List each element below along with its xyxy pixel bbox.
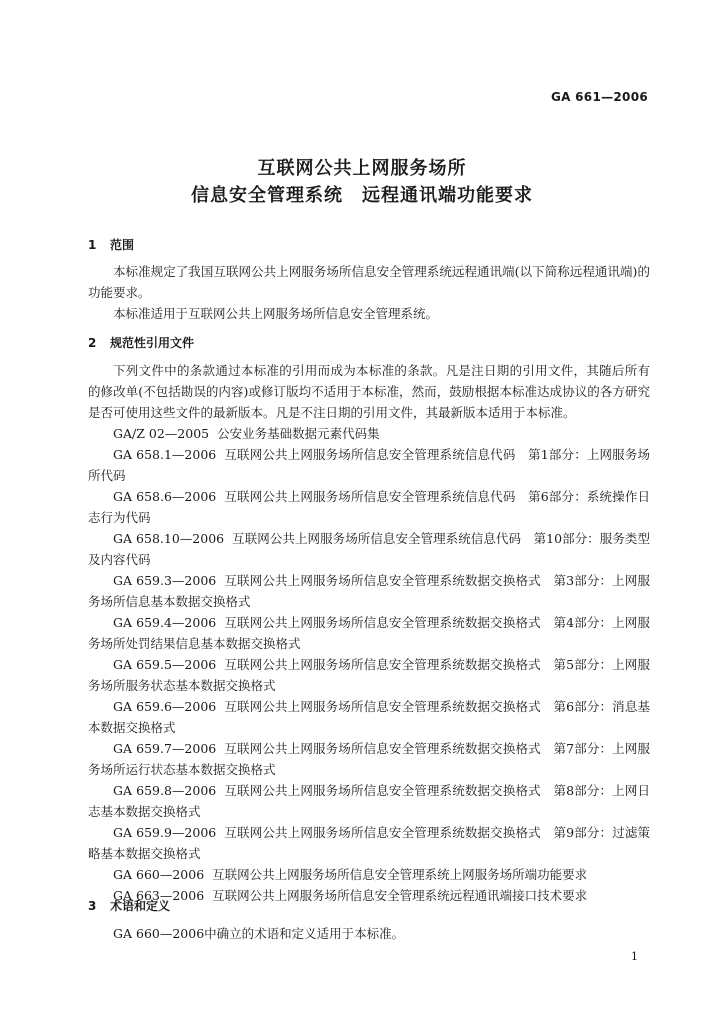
reference-title: 互联网公共上网服务场所信息安全管理系统数据交换格式 第5部分：上网服务场所服务状态基本数据交换格式 (88, 657, 650, 693)
reference-title: 互联网公共上网服务场所信息安全管理系统信息代码 第1部分：上网服务场所代码 (88, 447, 650, 483)
reference-code: GA 659.5—2006 (113, 657, 217, 672)
reference-item (88, 444, 650, 486)
section-number: 1 (88, 238, 97, 252)
reference-item (88, 864, 650, 885)
reference-title: 互联网公共上网服务场所信息安全管理系统数据交换格式 第7部分：上网服务场所运行状态基本数据交换格式 (88, 741, 650, 777)
section-2-heading (88, 334, 194, 351)
reference-code: GA 659.9—2006 (113, 825, 217, 840)
reference-item (88, 654, 650, 696)
reference-code: GA 659.3—2006 (113, 573, 217, 588)
paragraph: 本标准规定了我国互联网公共上网服务场所信息安全管理系统远程通讯端(以下简称远程通讯端)的功能要求。 (88, 264, 650, 300)
document-title-line2: 信息安全管理系统 远程通讯端功能要求 (191, 185, 533, 206)
section-3-heading (88, 897, 170, 914)
reference-title: 互联网公共上网服务场所信息安全管理系统信息代码 第6部分：系统操作日志行为代码 (88, 489, 650, 525)
section-1-body (88, 261, 650, 324)
paragraph: GA 660—2006中确立的术语和定义适用于本标准。 (113, 926, 405, 941)
reference-item (88, 780, 650, 822)
reference-code: GA 660—2006 (113, 867, 205, 882)
reference-item (88, 486, 650, 528)
reference-title: 互联网公共上网服务场所信息安全管理系统上网服务场所端功能要求 (212, 867, 588, 882)
reference-item (88, 822, 650, 864)
section-title: 术语和定义 (110, 899, 171, 913)
reference-item (88, 738, 650, 780)
reference-code: GA 659.7—2006 (113, 741, 217, 756)
reference-title: 互联网公共上网服务场所信息安全管理系统远程通讯端接口技术要求 (212, 888, 588, 903)
page-number: 1 (631, 950, 638, 963)
reference-item (88, 885, 650, 906)
reference-list (88, 423, 650, 906)
reference-code: GA 659.8—2006 (113, 783, 217, 798)
reference-item (88, 612, 650, 654)
reference-title: 互联网公共上网服务场所信息安全管理系统数据交换格式 第8部分：上网日志基本数据交换格式 (88, 783, 650, 819)
reference-code: GA 659.6—2006 (113, 699, 217, 714)
reference-item (88, 423, 650, 444)
reference-title: 互联网公共上网服务场所信息安全管理系统信息代码 第10部分：服务类型及内容代码 (88, 531, 650, 567)
reference-title: 互联网公共上网服务场所信息安全管理系统数据交换格式 第9部分：过滤策略基本数据交换格式 (88, 825, 650, 861)
section-number: 3 (88, 899, 97, 913)
section-number: 2 (88, 336, 97, 350)
reference-item (88, 696, 650, 738)
section-1-heading (88, 236, 134, 253)
reference-code: GA/Z 02—2005 (113, 426, 210, 441)
section-title: 范围 (110, 238, 135, 252)
paragraph: 本标准适用于互联网公共上网服务场所信息安全管理系统。 (113, 306, 439, 321)
reference-title: 互联网公共上网服务场所信息安全管理系统数据交换格式 第3部分：上网服务场所信息基本数据交换格式 (88, 573, 650, 609)
section-3-body (88, 923, 650, 944)
reference-code: GA 659.4—2006 (113, 615, 217, 630)
reference-code: GA 658.6—2006 (113, 489, 217, 504)
reference-item (88, 570, 650, 612)
document-title-line1: 互联网公共上网服务场所 (257, 158, 467, 179)
reference-code: GA 663—2006 (113, 888, 205, 903)
section-2-intro (88, 360, 650, 423)
reference-title: 互联网公共上网服务场所信息安全管理系统数据交换格式 第4部分：上网服务场所处罚结果信息基本数据交换格式 (88, 615, 650, 651)
standard-code: GA 661—2006 (550, 90, 648, 104)
reference-title: 公安业务基础数据元素代码集 (217, 426, 380, 441)
reference-title: 互联网公共上网服务场所信息安全管理系统数据交换格式 第6部分：消息基本数据交换格式 (88, 699, 650, 735)
reference-code: GA 658.1—2006 (113, 447, 217, 462)
paragraph: 下列文件中的条款通过本标准的引用而成为本标准的条款。凡是注日期的引用文件，其随后所有的修改单(不包括勘误的内容)或修订版均不适用于本标准，然而，鼓励根据本标准达成协议的各方研究是否可使用这些文件的最新版本。凡是不注日期的引用文件，其最新版本适用于本标准。 (88, 363, 650, 420)
reference-item (88, 528, 650, 570)
reference-code: GA 658.10—2006 (113, 531, 225, 546)
section-title: 规范性引用文件 (110, 336, 195, 350)
